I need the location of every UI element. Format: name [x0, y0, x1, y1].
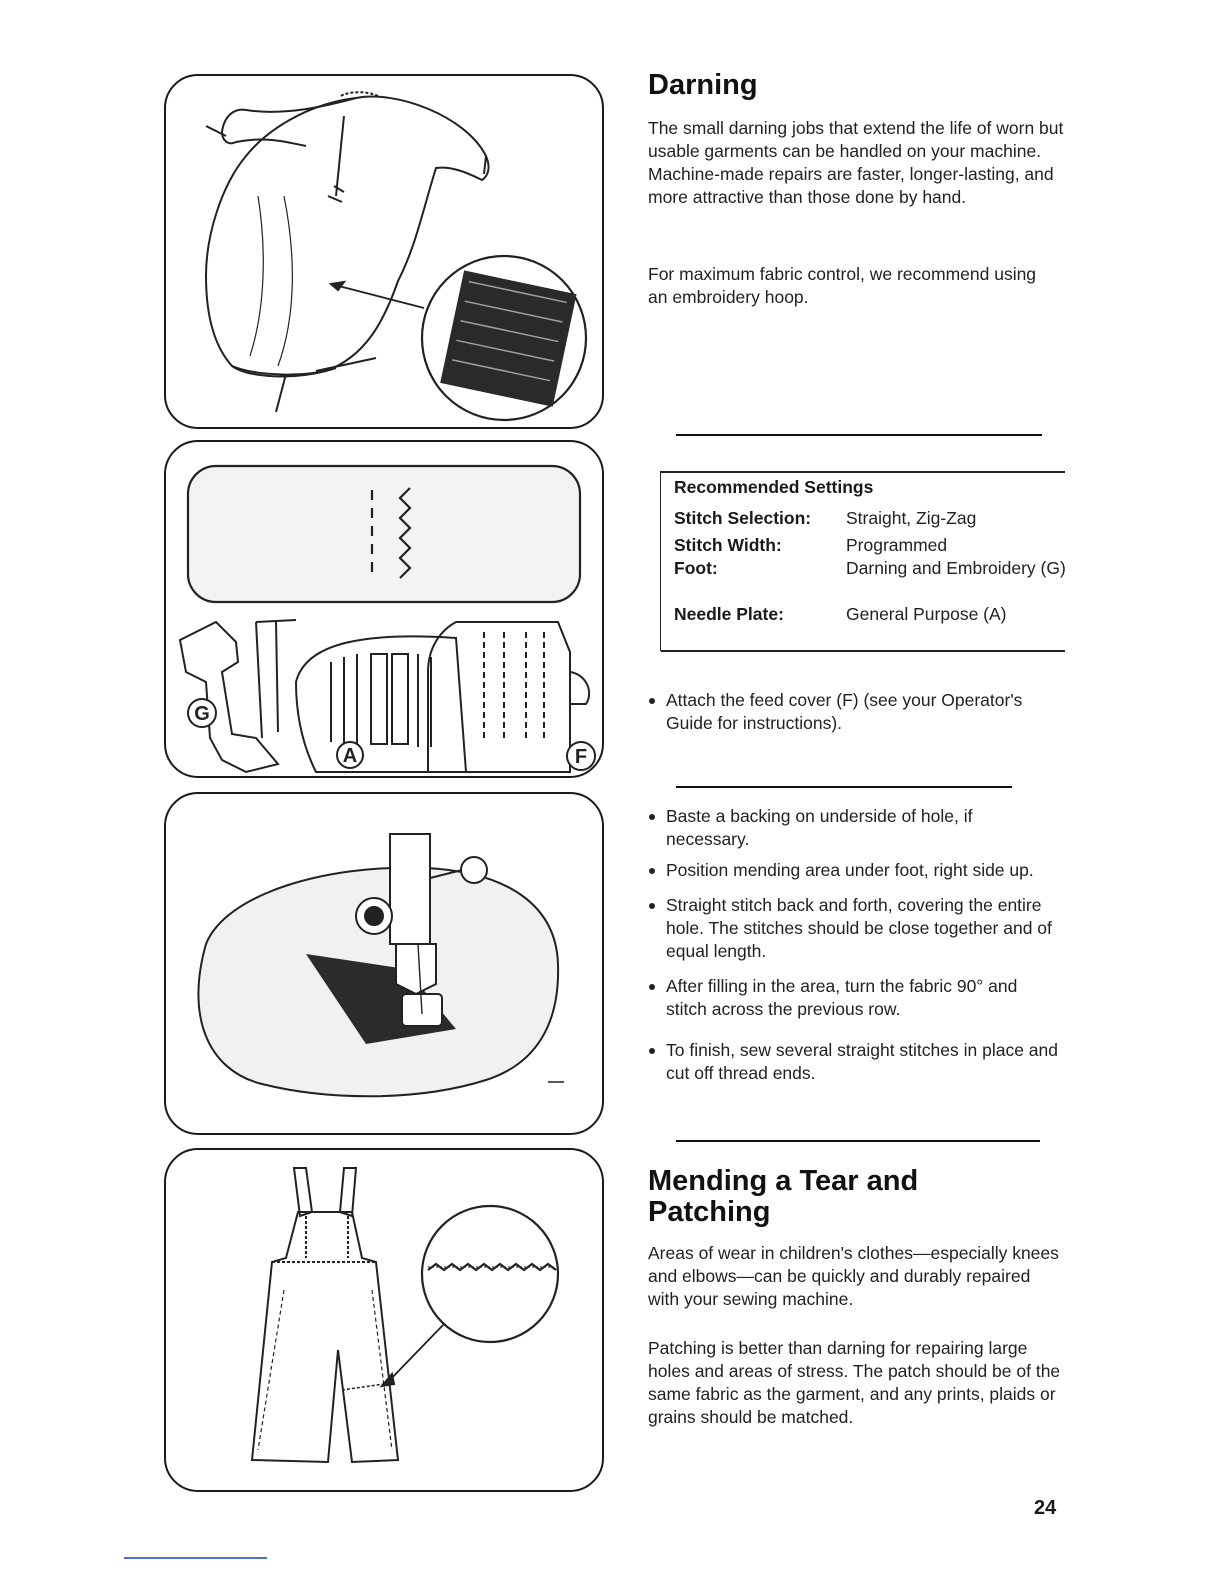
footer-line — [124, 1557, 267, 1559]
darning-title: Darning — [648, 69, 758, 101]
mending-section — [648, 1166, 1063, 1429]
illustration-overalls-mending — [164, 1148, 604, 1492]
illustration-gown-darning — [164, 74, 604, 429]
mending-title-line1: Mending a Tear and — [648, 1165, 919, 1197]
setting-value: Programmed — [846, 535, 948, 555]
setting-value: Darning and Embroidery (G) — [846, 558, 1066, 578]
section-divider — [676, 786, 1012, 788]
setting-value: General Purpose (A) — [846, 604, 1007, 624]
bullet-item: Baste a backing on underside of hole, if necessary. — [648, 805, 1058, 851]
foot-label: G — [194, 703, 210, 725]
darning-foot — [180, 620, 296, 772]
gown-drawing — [166, 76, 604, 429]
mending-para1: Areas of wear in children's clothes—especially knees and elbows—can be quickly and durably repaired with your sewing machine. — [648, 1243, 1059, 1309]
bullet-item: Position mending area under foot, right side up. — [648, 859, 1058, 882]
illustration-settings-parts — [164, 440, 604, 778]
darning-intro: The small darning jobs that extend the life of worn but usable garments can be handled on your machine. Machine-made repairs are faster, longer-lasting, and more attractive than those done by hand. — [648, 118, 1064, 207]
hoop-note: For maximum fabric control, we recommend using an embroidery hoop. — [648, 264, 1037, 307]
setting-label: Foot: — [674, 558, 718, 578]
illustration-stitching-fabric — [164, 792, 604, 1135]
setting-label: Stitch Width: — [674, 535, 782, 555]
overalls-drawing — [166, 1150, 604, 1492]
stitching-drawing — [166, 794, 604, 1135]
setting-label: Stitch Selection: — [674, 508, 812, 528]
page-number: 24 — [1034, 1497, 1057, 1519]
darning-steps — [648, 805, 1058, 1085]
bullet-item: Straight stitch back and forth, covering the entire hole. The stitches should be close together and of equal length. — [648, 894, 1058, 963]
settings-top-border — [661, 471, 1065, 473]
darning-section — [648, 70, 1068, 309]
setting-label: Needle Plate: — [674, 604, 784, 624]
bullet-item: After filling in the area, turn the fabric 90° and stitch across the previous row. — [648, 975, 1058, 1021]
mending-title-line2: Patching — [648, 1196, 771, 1228]
mending-para2: Patching is better than darning for repairing large holes and areas of stress. The patch should be of the same fabric as the garment, and any prints, plaids or grains should be matched. — [648, 1338, 1061, 1427]
recommended-settings-box — [660, 471, 1064, 651]
feed-cover-step — [648, 689, 1048, 735]
parts-drawing — [166, 442, 604, 778]
stitch-display-window — [188, 466, 580, 602]
settings-bottom-border — [661, 650, 1065, 652]
settings-heading: Recommended Settings — [674, 477, 874, 497]
bullet-item: To finish, sew several straight stitches in place and cut off thread ends. — [648, 1039, 1058, 1085]
section-divider — [676, 1140, 1040, 1142]
cover-label: F — [574, 746, 588, 768]
feed-cover — [428, 622, 589, 772]
needle-plate — [296, 636, 466, 772]
section-divider — [676, 434, 1042, 436]
bullet-item: Attach the feed cover (F) (see your Operator's Guide for instructions). — [648, 689, 1048, 735]
plate-label: A — [342, 745, 358, 767]
setting-value: Straight, Zig-Zag — [846, 508, 977, 528]
darned-patch-closeup — [440, 270, 576, 406]
